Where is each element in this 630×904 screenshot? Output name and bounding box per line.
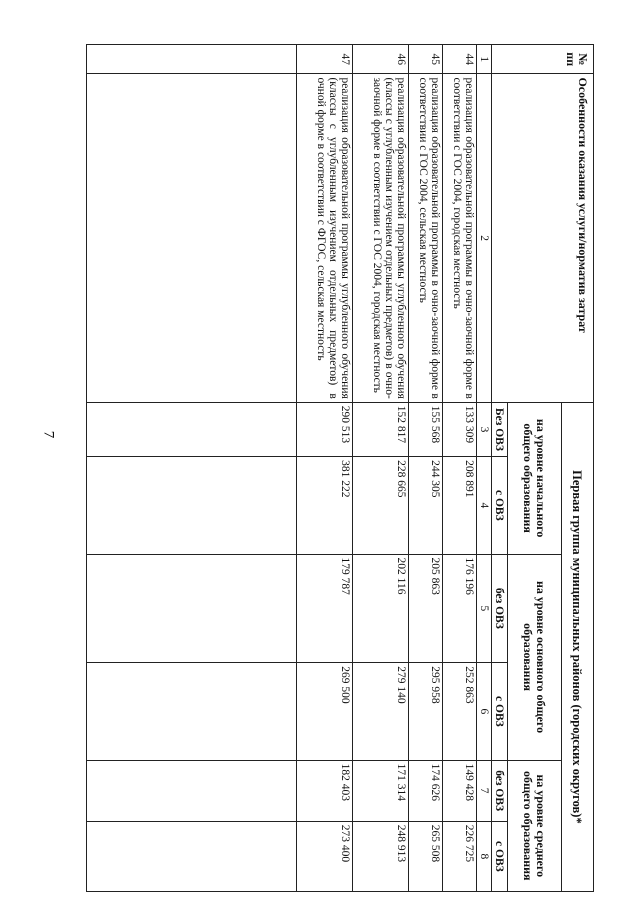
column-number: 4 [477,457,492,554]
column-number: 8 [477,821,492,891]
row-value: 171 314 [353,760,409,821]
row-value: 149 428 [443,760,477,821]
subheader: Без ОВЗ [492,402,508,456]
row-value: 133 309 [443,402,477,456]
column-number: 1 [477,45,492,74]
empty-cell [87,45,297,74]
row-number: 45 [409,45,443,74]
table-row [353,45,409,892]
col-service-header: Особенности оказания услуги/норматив затрат [492,74,594,402]
subheader: с ОВЗ [492,457,508,554]
table-filler-row [87,45,297,892]
table-row [443,45,477,892]
empty-cell [87,554,297,663]
row-value: 226 725 [443,821,477,891]
level-basic: на уровне основного общего образования [508,554,562,760]
row-value: 202 116 [353,554,409,663]
row-number: 47 [297,45,353,74]
row-number: 46 [353,45,409,74]
column-number: 2 [477,74,492,402]
row-value: 152 817 [353,402,409,456]
row-value: 290 513 [297,402,353,456]
table-row [297,45,353,892]
cost-norms-table [86,44,594,892]
empty-cell [87,821,297,891]
row-value: 269 500 [297,663,353,760]
row-value: 295 958 [409,663,443,760]
row-description: реализация образовательной программы углубленного обучения (классы с углубленным изучением отдельных предметов) в очно-заочной форме в соответствии с ГОС 2004, городская местность [353,74,409,402]
subheader: без ОВЗ [492,554,508,663]
empty-cell [87,760,297,821]
table-row [409,45,443,892]
row-value: 179 787 [297,554,353,663]
header-row-1 [562,45,594,892]
row-number: 44 [443,45,477,74]
column-number: 3 [477,402,492,456]
row-value: 176 196 [443,554,477,663]
row-value: 155 568 [409,402,443,456]
row-value: 252 863 [443,663,477,760]
empty-cell [87,457,297,554]
row-value: 228 665 [353,457,409,554]
subheader: с ОВЗ [492,821,508,891]
level-secondary: на уровне среднего общего образования [508,760,562,891]
row-value: 182 403 [297,760,353,821]
rotated-table-container [86,44,594,892]
column-numbers-row [477,45,492,892]
row-value: 279 140 [353,663,409,760]
row-description: реализация образовательной программы углубленного обучения (классы с углубленным изучением отдельных предметов) в очной форме в соответствии с ФГОС, сельская местность [297,74,353,402]
level-primary: на уровне начального общего образования [508,402,562,554]
group-header: Первая группа муниципальных районов (городских округов)* [562,402,594,891]
subheader: без ОВЗ [492,760,508,821]
row-value: 273 400 [297,821,353,891]
page-number: 7 [40,430,57,439]
row-value: 208 891 [443,457,477,554]
column-number: 6 [477,663,492,760]
row-description: реализация образовательной программы в очно-заочной форме в соответствии с ГОС 2004, городская местность [443,74,477,402]
row-description: реализация образовательной программы в очно-заочной форме в соответствии с ГОС 2004, сельская местность [409,74,443,402]
row-value: 381 222 [297,457,353,554]
row-value: 244 305 [409,457,443,554]
row-value: 174 626 [409,760,443,821]
col-num-header: № пп [492,45,594,74]
row-value: 205 863 [409,554,443,663]
subheader: с ОВЗ [492,663,508,760]
row-value: 248 913 [353,821,409,891]
empty-cell [87,74,297,402]
row-value: 265 508 [409,821,443,891]
empty-cell [87,663,297,760]
empty-cell [87,402,297,456]
column-number: 5 [477,554,492,663]
column-number: 7 [477,760,492,821]
